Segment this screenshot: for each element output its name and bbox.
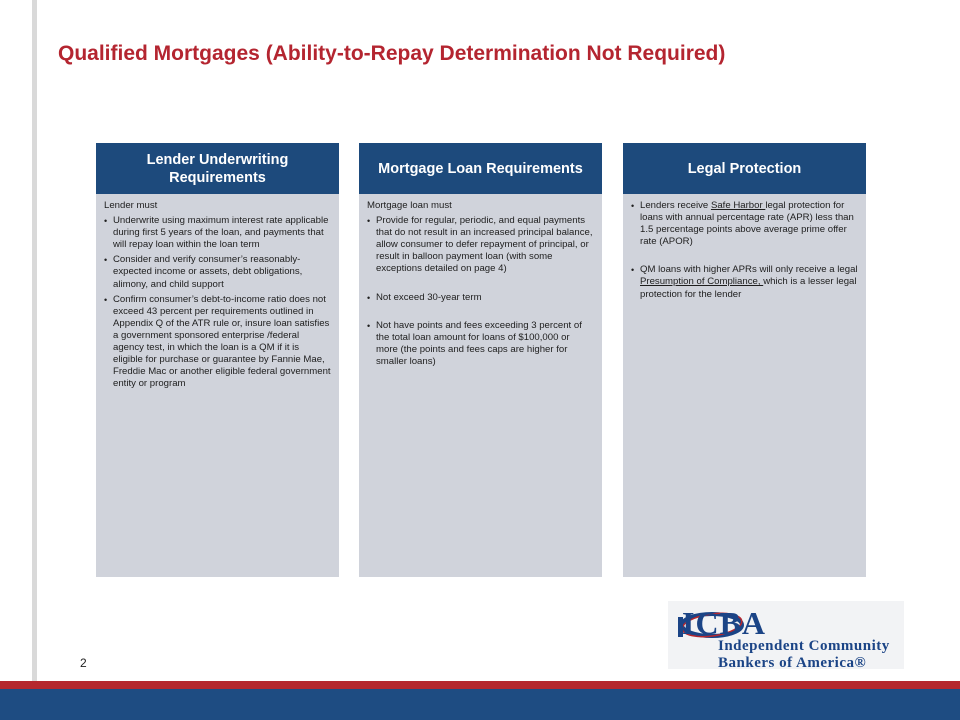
footer-band-blue — [0, 689, 960, 720]
page-number: 2 — [80, 656, 87, 670]
footer-band-red — [0, 681, 960, 689]
list-item: • Underwrite using maximum interest rate applicable during first 5 years of the loan, and payments that will repay loan within the loan term — [104, 215, 331, 251]
list-item: • Not have points and fees exceeding 3 percent of the total loan amount for loans of $100,000 or more (the points and fees caps are higher for smaller loans) — [367, 320, 594, 368]
column-lender-underwriting — [96, 143, 339, 577]
list-item: • Consider and verify consumer’s reasonably-expected income or assets, debt obligations, alimony, and child support — [104, 254, 331, 290]
column-header: Mortgage Loan Requirements — [359, 143, 602, 194]
column-header: Legal Protection — [623, 143, 866, 194]
list-item: • Confirm consumer’s debt-to-income ratio does not exceed 43 percent per requirements outlined in Appendix Q of the ATR rule or, insure loan satisfies a government sponsored enterprise /federal agency test, in which the loan is a QM if it is eligible for purchase or guarantee by Fannie Mae, Freddie Mac or another eligible federal government entity or program — [104, 294, 331, 391]
slide-title: Qualified Mortgages (Ability-to-Repay Determination Not Required) — [58, 42, 726, 65]
column-mortgage-loan — [359, 143, 602, 577]
icba-letters — [682, 603, 792, 639]
list-item — [631, 264, 858, 300]
column-intro: Lender must — [104, 200, 158, 211]
column-body — [96, 194, 339, 390]
presumption-of-compliance-term: Presumption of Compliance, — [640, 276, 764, 288]
logo-line-1: Independent Community — [718, 638, 890, 654]
column-header: Lender Underwriting Requirements — [96, 143, 339, 194]
item-text: legal protection for loans with annual percentage rate (APR) less than 1.5 percentage points above average prime offer rate (APOR) — [640, 200, 854, 248]
safe-harbor-term: Safe Harbor — [710, 200, 766, 211]
list-item: • Not exceed 30-year term — [367, 292, 594, 304]
list-item: • Provide for regular, periodic, and equal payments that do not result in an increased principal balance, allow consumer to defer repayment of principal, or result in balloon payment loan (with some exceptions detailed on page 4) — [367, 215, 594, 275]
column-intro: Mortgage loan must — [367, 200, 452, 211]
item-text: which is a lesser legal protection for the lender — [640, 276, 857, 300]
logo-line-2: Bankers of America® — [718, 655, 867, 671]
svg-text:ICBA: ICBA — [682, 605, 767, 639]
column-body — [359, 194, 602, 368]
column-legal-protection — [623, 143, 866, 577]
bullet-list — [104, 215, 331, 390]
column-body — [623, 194, 866, 301]
item-text: QM loans with higher APRs will only receive a legal — [640, 264, 858, 276]
item-text: Lenders receive — [640, 200, 711, 211]
list-item — [631, 200, 858, 248]
icba-logo — [668, 601, 904, 669]
bullet-list — [367, 215, 594, 368]
left-rule — [32, 0, 37, 720]
bullet-list — [631, 200, 858, 301]
